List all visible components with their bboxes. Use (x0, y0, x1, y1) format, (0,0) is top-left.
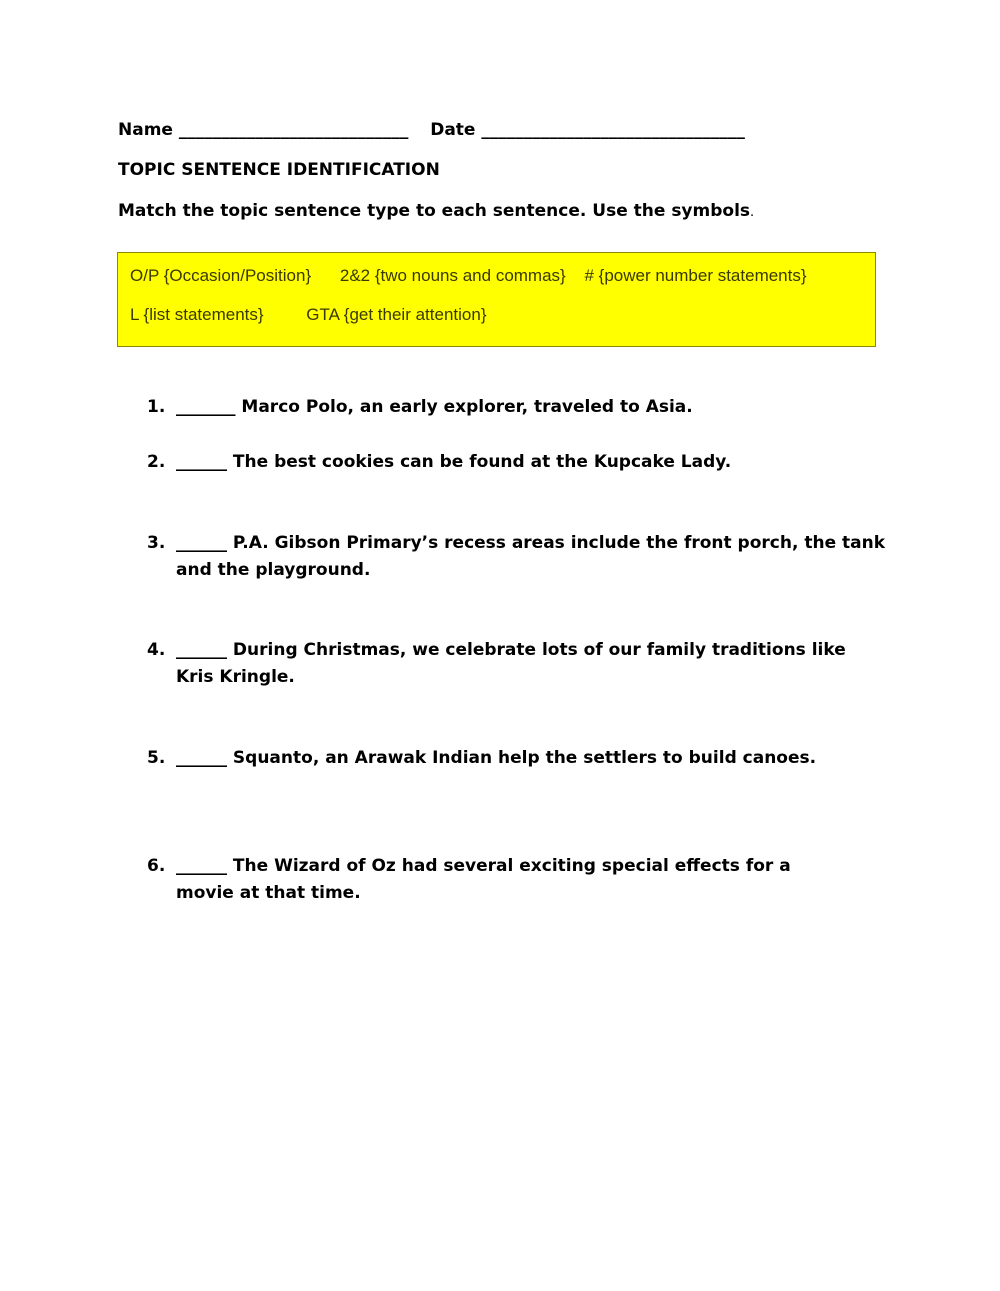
question-number: 5. (147, 748, 166, 768)
question-number: 2. (147, 452, 166, 472)
instructions (118, 201, 754, 221)
name-date-line (118, 120, 745, 140)
legend-row (130, 266, 807, 286)
name-label: Name (118, 120, 173, 140)
page-title: TOPIC SENTENCE IDENTIFICATION (118, 160, 440, 180)
date-label: Date (430, 120, 476, 140)
question-2 (147, 449, 887, 476)
question-text: Marco Polo, an early explorer, traveled to Asia. (241, 397, 693, 417)
legend-row (130, 305, 487, 325)
legend-item-power-number: # {power number statements} (584, 266, 807, 285)
question-number: 1. (147, 397, 166, 417)
question-text: During Christmas, we celebrate lots of our family traditions like Kris Kringle. (176, 640, 846, 687)
question-1 (147, 394, 887, 421)
question-text: P.A. Gibson Primary’s recess areas include the front porch, the tank and the playground. (176, 533, 886, 580)
instructions-text: Match the topic sentence type to each sentence. Use the symbols (118, 201, 751, 221)
date-field[interactable]: _______________________________ (481, 120, 745, 140)
question-number: 4. (147, 640, 166, 660)
question-number: 6. (147, 856, 166, 876)
symbol-legend (117, 252, 876, 347)
question-text: The best cookies can be found at the Kupcake Lady. (232, 452, 732, 472)
answer-blank[interactable]: ______ (176, 748, 227, 768)
answer-blank[interactable]: ______ (176, 640, 227, 660)
question-text: Squanto, an Arawak Indian help the settlers to build canoes. (232, 748, 817, 768)
name-field[interactable]: ___________________________ (178, 120, 409, 140)
question-3 (147, 530, 887, 584)
question-5 (147, 745, 887, 772)
legend-item-occasion-position: O/P {Occasion/Position} (130, 266, 312, 285)
legend-item-list-statements: L {list statements} (130, 305, 264, 324)
answer-blank[interactable]: ______ (176, 856, 227, 876)
legend-item-two-nouns: 2&2 {two nouns and commas} (339, 266, 566, 285)
question-number: 3. (147, 533, 166, 553)
question-text: The Wizard of Oz had several exciting special effects for a movie at that time. (176, 856, 791, 903)
answer-blank[interactable]: ______ (176, 452, 227, 472)
legend-item-get-attention: GTA {get their attention} (306, 305, 487, 324)
answer-blank[interactable]: ______ (176, 533, 227, 553)
question-4 (147, 637, 887, 691)
answer-blank[interactable]: _______ (176, 397, 236, 417)
instructions-period: . (750, 205, 755, 220)
question-6 (147, 853, 827, 907)
